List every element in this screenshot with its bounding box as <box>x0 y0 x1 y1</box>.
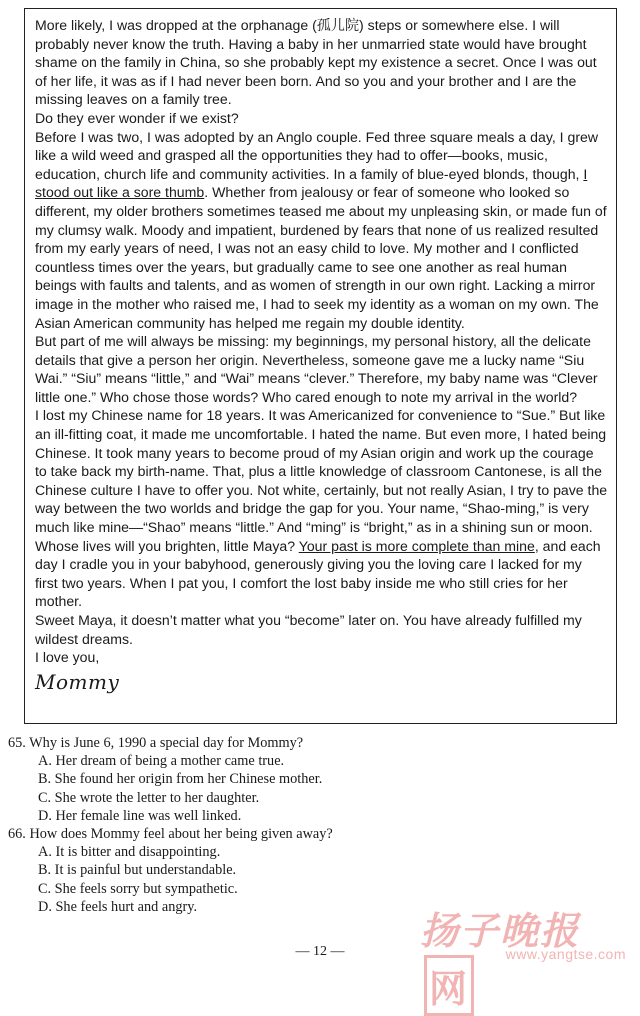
watermark-box-char: 网 <box>424 955 474 1016</box>
question-66-option-b: B. It is painful but understandable. <box>38 862 237 879</box>
question-65-option-a: A. Her dream of being a mother came true. <box>38 753 285 770</box>
letter-signature: Mommy <box>35 669 120 694</box>
letter-paragraph-3-b: . Whether from jealousy or fear of someone who looked so different, my older brothers sometimes teased me about my unpleasing skin, or made fun of my clumsy walk. Moody and impatient, burdened by fears that none of us realized resulted from my early years of need, I was not an easy child to love. My mother and I conflicted countless times over the years, but gradually came to see one another as real human beings with faults and talents, and as women of strength in our own right. Lacking a mirror image in the mother who raised me, I had to seek my identity as a woman on my own. The Asian American community has helped me regain my double identity. <box>35 184 607 331</box>
letter-paragraph-3-a: Before I was two, I was adopted by an Anglo couple. Fed three square meals a day, I grew like a wild weed and grasped all the opportunities they had to offer—books, music, education, church life and community activities. In a family of blue-eyed blonds, though, <box>35 128 599 182</box>
underlined-phrase-past-complete: Your past is more complete than mine <box>298 537 535 554</box>
question-65: 65. Why is June 6, 1990 a special day for Mommy? <box>8 735 304 751</box>
question-65-option-c: C. She wrote the letter to her daughter. <box>38 789 260 806</box>
page-number: — 12 — <box>295 944 345 959</box>
letter-paragraph-2: Do they ever wonder if we exist? <box>35 109 239 126</box>
question-66: 66. How does Mommy feel about her being given away? <box>8 826 333 843</box>
question-65-option-d: D. Her female line was well linked. <box>38 807 242 824</box>
letter-paragraph-3 <box>35 128 608 333</box>
question-section <box>8 734 608 916</box>
watermark-url: www.yangtse.com <box>505 946 626 962</box>
letter-paragraph-4: But part of me will always be missing: my beginnings, my personal history, all the delicate details that give a person her origin. Nevertheless, someone gave me a lucky name “Siu Wai.” “Siu” means “little,” and “Wai” means “clever.” Therefore, my baby name was “Clever little one.” Who chose those words? Who cared enough to note my arrival in the world? <box>35 333 598 405</box>
letter-paragraph-5 <box>35 406 608 611</box>
watermark-title-text: 扬子晚报 <box>420 908 581 953</box>
letter-box <box>24 8 617 724</box>
letter-paragraph-5-b: , and each day I cradle you in your babyhood, generously giving you the loving care I lacked for my first two years. When I pat you, I comfort the lost baby inside me who still cries for her mother. <box>35 537 601 610</box>
letter-paragraph-6: Sweet Maya, it doesn’t matter what you “become” later on. You have already fulfilled my wildest dreams. <box>35 612 582 647</box>
question-66-option-c: C. She feels sorry but sympathetic. <box>38 880 238 897</box>
letter-closing: I love you, <box>35 649 100 666</box>
letter-paragraph-1: More likely, I was dropped at the orphanage (孤儿院) steps or somewhere else. I will probably never know the truth. Having a baby in her unmarried state would have brought shame on the family in China, so she probably kept my existence a secret. Once I was out of her life, it was as if I had never been born. And so you and your brother and I are the missing leaves on a family tree. <box>35 17 597 108</box>
question-65-option-b: B. She found her origin from her Chinese mother. <box>38 771 323 788</box>
question-66-option-a: A. It is bitter and disappointing. <box>38 844 221 861</box>
letter-paragraph-5-a: I lost my Chinese name for 18 years. It was Americanized for convenience to “Sue.” But like an ill-fitting coat, it made me uncomfortable. I hated the name. But even more, I hated being Chinese. It took many years to become proud of my Asian origin and work up the courage to take back my birth-name. That, plus a little knowledge of classroom Cantonese, is all the Chinese culture I have to offer you. Not white, certainly, but not really Asian, I try to pave the way between the two worlds and bridge the gap for you. Your name, “Shao-ming,” is very much like mine—“Shao” means “little.” And “ming” is “bright,” as in a shining sun or moon. Whose lives will you brighten, little Maya? <box>35 407 608 554</box>
underlined-phrase-sore-thumb: I stood out like a sore thumb <box>35 165 588 201</box>
question-66-option-d: D. She feels hurt and angry. <box>38 898 198 915</box>
